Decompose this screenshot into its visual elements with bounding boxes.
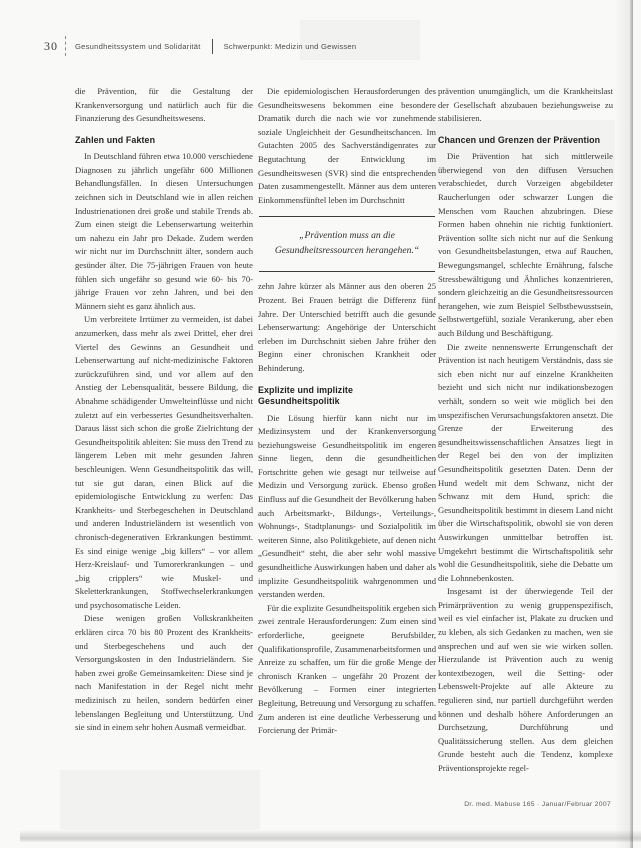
scan-bottom-shadow <box>20 830 641 842</box>
scan-page-edge <box>630 0 633 848</box>
column-middle <box>258 85 436 738</box>
paragraph-continuation: prävention unumgänglich, um die Krankheitslast der Gesellschaft abzubauen beziehungsweise zu stabilisieren. <box>438 86 613 124</box>
paragraph: Insgesamt ist der überwiegende Teil der Primärprävention zu wenig gruppenspezifisch, weil es viel einfacher ist, Plakate zu drucken und zu kleben, als sich Gedanken zu machen, wen sie ansprechen und auf wen sie wie wirken sollen. Hierzulande ist Prävention auch zu wenig kontextbezogen, weil die Setting- oder Lebenswelt-Projekte auf alle Akteure zu regulieren sind, nur partiell durchgeführt werden können und deshalb höhere Anforderungen an Durchsetzung, Durchführung und Qualitätssicherung stellen. Aus dem gleichen Grunde besteht auch die Tendenz, komplexe Präventionsprojekte regel- <box>438 586 613 773</box>
page-number: 30 <box>44 38 58 53</box>
paragraph: Die Prävention hat sich mittlerweile überwiegend von den diffusen Versuchen verabschiedet, durch Vorzeigen abgebildeter Raucherlungen oder schwarzer Lungen die Menschen vom Rauchen abzubringen. Diese Formen haben ohnehin nie richtig funktioniert. Prävention sollte sich nicht nur auf die Senkung von Gesundheitsbelastungen, etwa auf Rauchen, Bewegungsmangel, schlechte Ernährung, falsche Stressbewältigung und Ähnliches konzentrieren, sondern gleichzeitig an die Gesundheitsressourcen herangehen, wie zum Beispiel Selbstbewusstsein, Selbstwertgefühl, soziale Verankerung, aber eben auch Bildung und Beschäftigung. <box>438 151 613 338</box>
section-heading-explizite-implizite: Explizite und implizite Gesundheitspolitik <box>258 384 354 406</box>
scan-right-shadow <box>614 0 630 848</box>
pull-quote <box>259 216 435 272</box>
paragraph: Für die explizite Gesundheitspolitik ergeben sich zwei zentrale Herausforderungen: Zum einen sind erforderliche, geeignete Berufsbilder, Qualifikationsprofile, Zusammenarbeitsformen und Anreize zu schaffen, um für die große Menge der chronisch Kranken – ungefähr 20 Prozent der Bevölkerung – Formen einer integrierten Begleitung, Betreuung und Versorgung zu schaffen. Zum anderen ist eine deutliche Verbesserung und Forcierung der Primär- <box>258 602 436 736</box>
section-heading-zahlen-und-fakten: Zahlen und Fakten <box>75 134 156 145</box>
pull-quote-text: „Prävention muss an die Gesundheitsressourcen herangehen.“ <box>274 230 420 257</box>
column-left <box>75 85 253 735</box>
journal-footer: Dr. med. Mabuse 165 · Januar/Februar 2007 <box>464 801 611 808</box>
header-topic-title: Schwerpunkt: Medizin und Gewissen <box>223 41 357 51</box>
paragraph-continuation: zehn Jahre kürzer als Männer aus den oberen 25 Prozent. Bei Frauen beträgt die Differenz fünf Jahre. Der Unterschied betrifft auch die gesunde Lebenserwartung: Angehörige der Unterschicht erleben im Durchschnitt sieben Jahre früher den Beginn einer chronischen Krankheit oder Behinderung. <box>258 281 436 373</box>
paragraph-continuation: die Prävention, für die Gestaltung der Krankenversorgung und natürlich auch für die Finanzierung des Gesundheitswesens. <box>75 86 253 124</box>
paragraph: In Deutschland führen etwa 10.000 verschiedene Diagnosen zu jährlich ungefähr 600 Millionen Behandlungsfällen. In diesen Untersuchungen zeichnen sich in Deutschland wie in allen reichen Industrienationen drei große und stabile Trends ab. Zum einen steigt die Lebenserwartung weiterhin um nahezu ein Jahr pro Dekade. Zudem werden wir nicht nur im Durchschnitt älter, sondern auch gesünder älter. Die 75-jährigen Frauen von heute fühlen sich ungefähr so gesund wie 60- bis 70-jährige Frauen vor zehn Jahren, und bei den Männern sieht es ganz ähnlich aus. <box>75 151 253 311</box>
paragraph: Die Lösung hierfür kann nicht nur im Medizinsystem und der Krankenversorgung beziehungsweise Gesundheitspolitik im engeren Sinne liegen, denn die gesundheitlichen Fortschritte gehen wie gesagt nur teilweise auf Medizin und Versorgung zurück. Ebenso großen Einfluss auf die Gesundheit der Bevölkerung haben auch Arbeitsmarkt-, Bildungs-, Verteilungs-, Wohnungs-, Stadtplanungs- und Sozialpolitik im weiteren Sinne, also Politikgebiete, auf denen nicht „Gesundheit“ steht, die aber sehr wohl massive gesundheitliche Auswirkungen haben und daher als implizite Gesundheitspolitik wahrgenommen und verstanden werden. <box>258 412 436 600</box>
paragraph: Die epidemiologischen Herausforderungen des Gesundheitswesens bekommen eine besondere Dramatik durch die nach wie vor zunehmende soziale Ungleichheit der Gesundheitschancen. Im Gutachten 2005 des Sachverständigenrates zur Begutachtung der Entwicklung im Gesundheitswesen (SVR) sind die entsprechenden Daten zusammengestellt. Männer aus dem unteren Einkommensfünftel leben im Durchschnitt <box>258 86 436 205</box>
paragraph: Diese wenigen großen Volkskrankheiten erklären circa 70 bis 80 Prozent des Krankheits- und Sterbegeschehens und auch der Versorgungskosten in den Industrieländern. Sie haben zwei große Gemeinsamkeiten: Diese sind je nach Manifestation in der Regel nicht mehr medizinisch zu heilen, sondern bedürfen einer lebenslangen Begleitung und Unterstützung. Und sie sind in einem sehr hohen Ausmaß vermeidbar. <box>75 613 253 733</box>
paragraph: Um verbreitete Irrtümer zu vermeiden, ist dabei anzumerken, dass mehr als zwei Drittel, eher drei Viertel des Gewinns an Gesundheit und Lebenserwartung auf nicht-medizinische Faktoren zurückzuführen sind, und vor allem auf den Anstieg der Lebensqualität, bessere Bildung, die Abnahme schädigender Umwelteinflüsse und nicht zuletzt auf ein verbessertes Gesundheitsverhalten. Daraus lässt sich schon die große Zielrichtung der Gesundheitspolitik ableiten: Sie muss den Trend zu längerem Leben mit mehr gesunden Jahren beschleunigen. Wenn Gesundheitspolitik das will, tut sie gut daran, einen Blick auf die epidemiologische Entwicklung zu werfen: Das Krankheits- und Sterbegeschehen in Deutschland und anderen Industrieländern ist wesentlich von chronisch-degenerativen Erkrankungen bestimmt. Es sind einige wenige „big killers“ – vor allem Herz-Kreislauf- und Tumorerkrankungen – und „big cripplers“ wie Muskel- und Skeletterkrankungen, Stoffwechselerkrankungen und psychosomatische Leiden. <box>75 314 253 610</box>
column-right <box>438 85 613 776</box>
paragraph: Die zweite nennenswerte Errungenschaft der Prävention ist nach heutigem Verständnis, dass sie sich eben nicht nur auf einzelne Krankheiten bezieht und sich nicht nur indikationsbezogen verhält, sondern so weit wie möglich bei den unspezifischen Verursachungsfaktoren ansetzt. Die Grenze der Erweiterung des gesundheitswissenschaftlichen Ansatzes liegt in der Regel bei den von der impliziten Gesundheitspolitik gesetzten Daten. Denn der Hund wedelt mit dem Schwanz, nicht der Schwanz mit dem Hund, sprich: die Gesundheitspolitik bestimmt in diesem Land nicht über die Wirtschaftspolitik, obwohl sie von deren Auswirkungen unmittelbar betroffen ist. Umgekehrt bestimmt die Wirtschaftspolitik sehr wohl die Gesundheitspolitik, siehe die Debatte um die Lohnnebenkosten. <box>438 341 613 583</box>
header-section-title: Gesundheitssystem und Solidarität <box>75 41 201 51</box>
section-heading-chancen-grenzen: Chancen und Grenzen der Prävention <box>438 134 601 145</box>
